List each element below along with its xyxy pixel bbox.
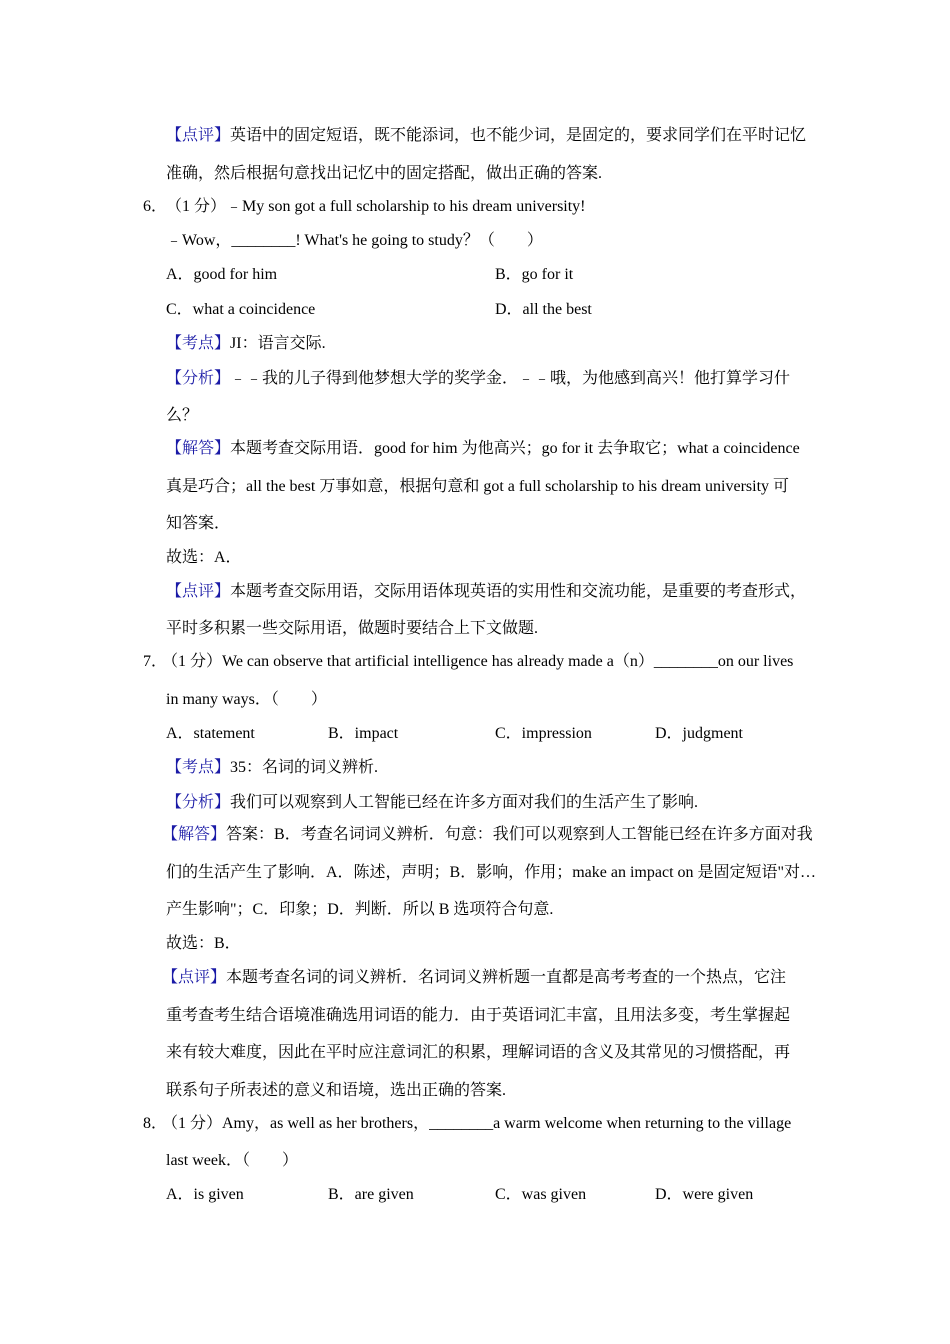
question-stem: （1 分）﹣My son got a full scholarship to his dream university! bbox=[166, 198, 586, 215]
answer-line: 知答案． bbox=[166, 515, 231, 532]
review-line: 联系句子所表述的意义和语境，选出正确的答案. bbox=[166, 1082, 507, 1099]
option-c: C．what a coincidence bbox=[166, 301, 316, 318]
question-number: 6． bbox=[143, 198, 168, 215]
question-stem: （1 分）We can observe that artificial intelligence has already made a（n）________on our lives bbox=[162, 653, 794, 670]
option-a: A．statement bbox=[166, 725, 255, 742]
question-number: 7． bbox=[143, 653, 168, 670]
answer-line: 产生影响"；C．印象；D．判断．所以 B 选项符合句意. bbox=[166, 901, 554, 918]
review-line: 重考查考生结合语境准确选用词语的能力．由于英语词汇丰富，且用法多变，考生掌握起 bbox=[166, 1007, 791, 1024]
option-a: A．is given bbox=[166, 1186, 244, 1203]
review-text: 本题考查名词的词义辨析．名词词义辨析题一直都是高考考查的一个热点，它注 bbox=[226, 969, 787, 986]
review-line bbox=[162, 967, 786, 989]
option-d: D．all the best bbox=[495, 301, 592, 318]
review-tag: 【点评】 bbox=[166, 583, 231, 600]
answer-text: 本题考查交际用语．good for him 为他高兴；go for it 去争取它；what a coincidence bbox=[230, 440, 800, 457]
question-stem: （1 分）Amy，as well as her brothers，________a warm welcome when returning to the village bbox=[162, 1115, 792, 1132]
option-b: B．are given bbox=[328, 1186, 414, 1203]
answer-line bbox=[162, 824, 813, 846]
option-c: C．impression bbox=[495, 725, 592, 742]
analysis-text: ﹣﹣我的儿子得到他梦想大学的奖学金．﹣﹣哦，为他感到高兴！他打算学习什 bbox=[230, 370, 791, 387]
kaodian-tag: 【考点】 bbox=[166, 759, 231, 776]
kaodian-text: 35：名词的词义辨析. bbox=[230, 759, 379, 776]
review-tag: 【点评】 bbox=[162, 969, 227, 986]
question-number: 8． bbox=[143, 1115, 168, 1132]
option-b: B．go for it bbox=[495, 266, 574, 283]
answer-line bbox=[166, 438, 800, 460]
analysis-tag: 【分析】 bbox=[166, 370, 231, 387]
analysis-line bbox=[166, 792, 698, 814]
kaodian-tag: 【考点】 bbox=[166, 335, 231, 352]
answer-text: 答案：B．考查名词词义辨析．句意：我们可以观察到人工智能已经在许多方面对我 bbox=[226, 826, 813, 843]
answer-line: 真是巧合；all the best 万事如意，根据句意和 got a full scholarship to his dream university 可 bbox=[166, 478, 790, 495]
option-b: B．impact bbox=[328, 725, 399, 742]
review-line bbox=[166, 125, 806, 147]
review-line: 准确，然后根据句意找出记忆中的固定搭配，做出正确的答案. bbox=[166, 165, 603, 182]
option-d: D．judgment bbox=[655, 725, 743, 742]
answer-line: 们的生活产生了影响．A．陈述，声明；B．影响，作用；make an impact on 是固定短语"对… bbox=[166, 864, 817, 881]
analysis-line bbox=[166, 368, 790, 390]
choice-line: 故选：A． bbox=[166, 549, 242, 566]
kaodian-line bbox=[166, 757, 378, 779]
kaodian-text: JI：语言交际. bbox=[230, 335, 326, 352]
review-text: 本题考查交际用语，交际用语体现英语的实用性和交流功能，是重要的考查形式， bbox=[230, 583, 807, 600]
review-line: 来有较大难度，因此在平时应注意词汇的积累，理解词语的含义及其常见的习惯搭配，再 bbox=[166, 1044, 791, 1061]
review-line: 平时多积累一些交际用语，做题时要结合上下文做题. bbox=[166, 620, 539, 637]
question-stem: last week．（ ） bbox=[166, 1152, 298, 1169]
choice-line: 故选：B． bbox=[166, 935, 241, 952]
answer-tag: 【解答】 bbox=[166, 440, 231, 457]
analysis-tag: 【分析】 bbox=[166, 794, 231, 811]
answer-tag: 【解答】 bbox=[162, 826, 227, 843]
review-text: 英语中的固定短语，既不能添词，也不能少词，是固定的，要求同学们在平时记忆 bbox=[230, 127, 807, 144]
question-stem: ﹣Wow，________! What's he going to study？（ ） bbox=[166, 232, 543, 249]
review-tag: 【点评】 bbox=[166, 127, 231, 144]
option-a: A．good for him bbox=[166, 266, 278, 283]
option-c: C．was given bbox=[495, 1186, 587, 1203]
review-line bbox=[166, 581, 806, 603]
kaodian-line bbox=[166, 333, 326, 355]
analysis-line: 么？ bbox=[166, 407, 199, 424]
option-d: D．were given bbox=[655, 1186, 754, 1203]
question-stem: in many ways．（ ） bbox=[166, 691, 327, 708]
analysis-text: 我们可以观察到人工智能已经在许多方面对我们的生活产生了影响. bbox=[230, 794, 699, 811]
